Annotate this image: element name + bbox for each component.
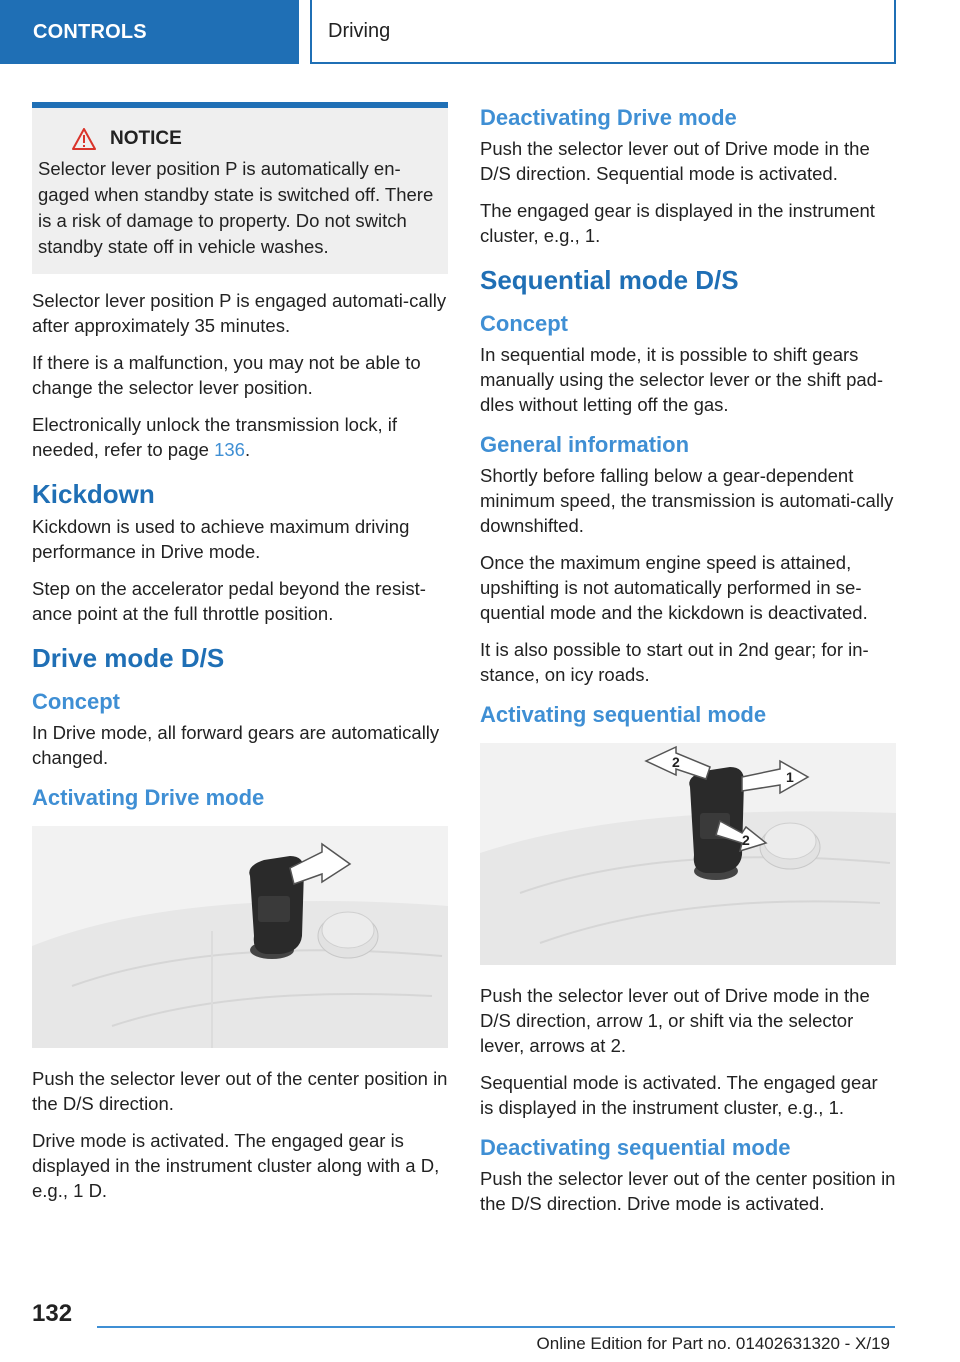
arrow-label-1: 1 [786, 769, 794, 785]
selector-lever-arrows-illustration [480, 743, 896, 965]
paragraph: In sequential mode, it is possible to shift gears manually using the selector lever or the shift pad‐dles without letting off the gas. [480, 344, 884, 415]
right-column [480, 104, 896, 1228]
subheading-concept: Concept [480, 311, 568, 336]
subheading-concept: Concept [32, 689, 120, 714]
subheading-activating-drive: Activating Drive mode [32, 785, 265, 810]
subheading-activating-sequential: Activating sequential mode [480, 702, 767, 727]
paragraph: Drive mode is activated. The engaged gear is displayed in the instrument cluster along with a D, e.g., 1 D. [32, 1130, 440, 1201]
section-tab [0, 0, 299, 64]
subheading-deactivating-sequential: Deactivating sequential mode [480, 1135, 791, 1160]
figure-selector-lever-sequential [480, 743, 896, 965]
paragraph: Sequential mode is activated. The engaged gear is displayed in the instrument cluster, e.g., 1. [480, 1072, 878, 1118]
page-title: Driving [328, 19, 391, 42]
notice-text: Selector lever position P is automatically en‐gaged when standby state is switched off. There is a risk of damage to property. Do not switch standby state off in vehicle washes. [38, 158, 434, 257]
paragraph: Push the selector lever out of Drive mode in the D/S direction. Sequential mode is activated. [480, 138, 870, 184]
notice-title: NOTICE [110, 128, 182, 149]
left-column [32, 102, 448, 1215]
arrow-label-2-top: 2 [672, 754, 680, 770]
paragraph: Push the selector lever out of the center position in the D/S direction. [32, 1068, 448, 1114]
subheading-deactivating-drive: Deactivating Drive mode [480, 105, 737, 130]
page-number: 132 [32, 1300, 73, 1327]
footer-divider [97, 1326, 895, 1328]
warning-triangle-icon [72, 128, 96, 150]
paragraph: Step on the accelerator pedal beyond the resist‐ance point at the full throttle position. [32, 578, 426, 624]
paragraph: It is also possible to start out in 2nd gear; for in‐stance, on icy roads. [480, 639, 869, 685]
paragraph: The engaged gear is displayed in the instrument cluster, e.g., 1. [480, 200, 875, 246]
notice-box [32, 102, 448, 274]
subheading-general-information: General information [480, 432, 690, 457]
paragraph: In Drive mode, all forward gears are automatically changed. [32, 722, 440, 768]
paragraph: Kickdown is used to achieve maximum driving performance in Drive mode. [32, 516, 410, 562]
notice-header [38, 128, 440, 150]
footer-edition: Online Edition for Part no. 01402631320 - X/19 [536, 1334, 890, 1353]
page-header [310, 0, 896, 64]
figure-selector-lever-drive [32, 826, 448, 1048]
page-link[interactable]: 136 [214, 439, 245, 460]
heading-kickdown: Kickdown [32, 479, 155, 509]
paragraph: Push the selector lever out of Drive mode in the D/S direction, arrow 1, or shift via the selector lever, arrows at 2. [480, 985, 870, 1056]
section-label: CONTROLS [33, 20, 147, 43]
paragraph: Selector lever position P is engaged automati‐cally after approximately 35 minutes. [32, 290, 447, 336]
paragraph: Once the maximum engine speed is attained, upshifting is not automatically performed in se‐quential mode and the kickdown is deactivated. [480, 552, 868, 623]
heading-sequential-mode: Sequential mode D/S [480, 265, 739, 295]
text: Electronically unlock the transmission lock, if needed, refer to page [32, 414, 398, 460]
arrow-label-2-bottom: 2 [742, 832, 750, 848]
selector-lever-illustration [32, 826, 448, 1048]
paragraph: If there is a malfunction, you may not be able to change the selector lever position. [32, 352, 421, 398]
paragraph: Shortly before falling below a gear-dependent minimum speed, the transmission is automati‐cally downshifted. [480, 465, 894, 536]
heading-drive-mode: Drive mode D/S [32, 643, 225, 673]
text: . [244, 439, 251, 460]
paragraph: Push the selector lever out of the center position in the D/S direction. Drive mode is activated. [480, 1168, 896, 1214]
paragraph-with-link [32, 412, 448, 462]
